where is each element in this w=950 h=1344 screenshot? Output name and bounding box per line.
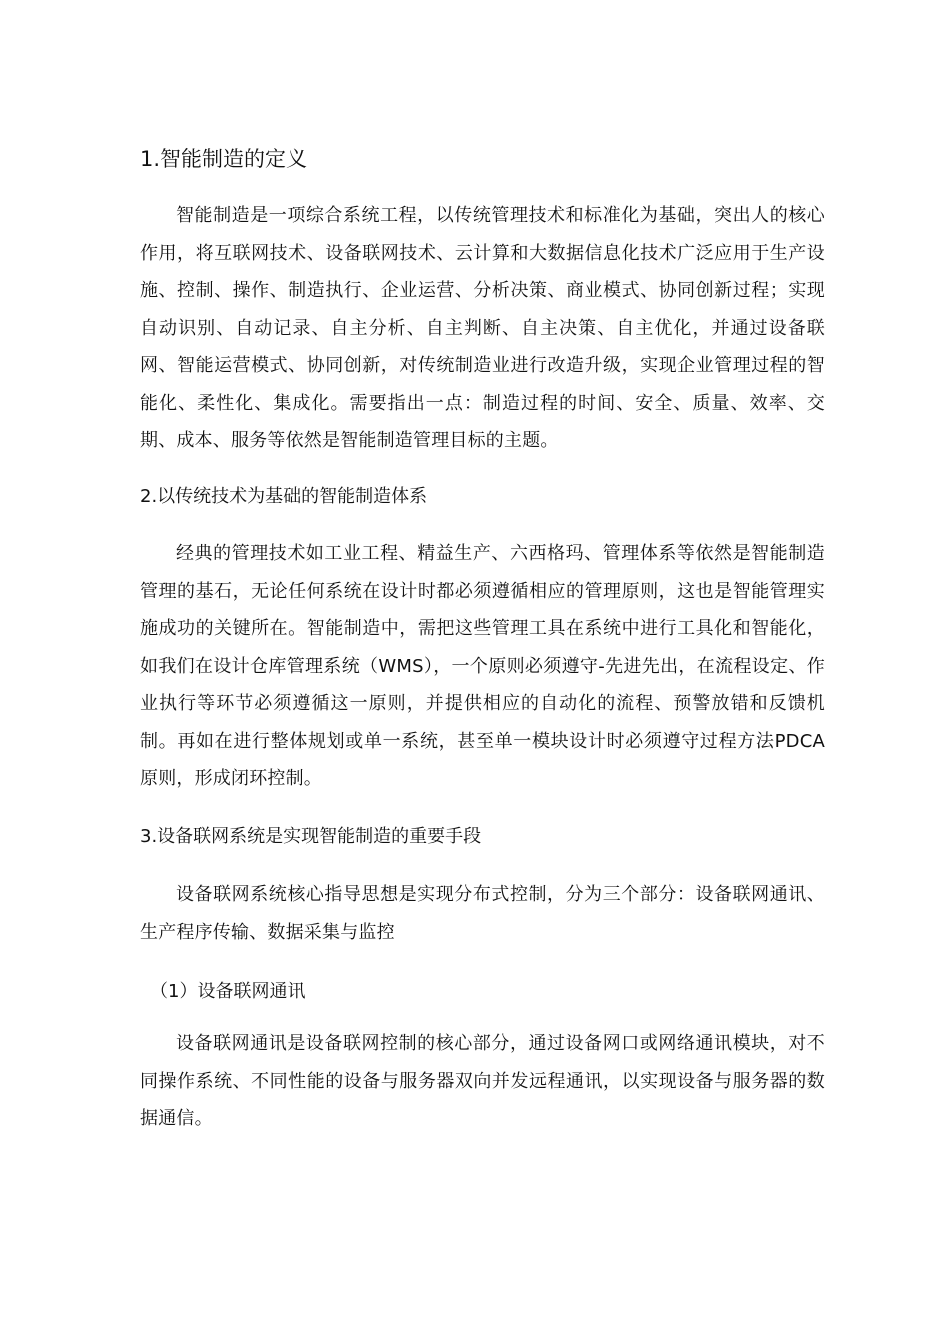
section-2-heading: 2.以传统技术为基础的智能制造体系 bbox=[140, 486, 428, 507]
section-3-heading: 3.设备联网系统是实现智能制造的重要手段 bbox=[140, 826, 482, 847]
section-3-paragraph: 设备联网系统核心指导思想是实现分布式控制，分为三个部分：设备联网通讯、生产程序传输、数据采集与监控 bbox=[140, 884, 825, 943]
subsection-1-paragraph: 设备联网通讯是设备联网控制的核心部分，通过设备网口或网络通讯模块，对不同操作系统、不同性能的设备与服务器双向并发远程通讯，以实现设备与服务器的数据通信。 bbox=[140, 1033, 825, 1129]
subsection-1-heading: （1）设备联网通讯 bbox=[150, 981, 306, 1002]
section-2-paragraph: 经典的管理技术如工业工程、精益生产、六西格玛、管理体系等依然是智能制造管理的基石，无论任何系统在设计时都必须遵循相应的管理原则，这也是智能管理实施成功的关键所在。智能制造中，需把这些管理工具在系统中进行工具化和智能化，如我们在设计仓库管理系统（WMS），一个原则必须遵守-先进先出，在流程设定、作业执行等环节必须遵循这一原则，并提供相应的自动化的流程、预警放错和反馈机制。再如在进行整体规划或单一系统，甚至单一模块设计时必须遵守过程方法PDCA原则，形成闭环控制。 bbox=[140, 543, 825, 789]
section-1-heading: 1.智能制造的定义 bbox=[140, 147, 308, 171]
section-1-paragraph: 智能制造是一项综合系统工程，以传统管理技术和标准化为基础，突出人的核心作用，将互联网技术、设备联网技术、云计算和大数据信息化技术广泛应用于生产设施、控制、操作、制造执行、企业运营、分析决策、商业模式、协同创新过程；实现自动识别、自动记录、自主分析、自主判断、自主决策、自主优化，并通过设备联网、智能运营模式、协同创新，对传统制造业进行改造升级，实现企业管理过程的智能化、柔性化、集成化。需要指出一点：制造过程的时间、安全、质量、效率、交期、成本、服务等依然是智能制造管理目标的主题。 bbox=[140, 205, 825, 451]
